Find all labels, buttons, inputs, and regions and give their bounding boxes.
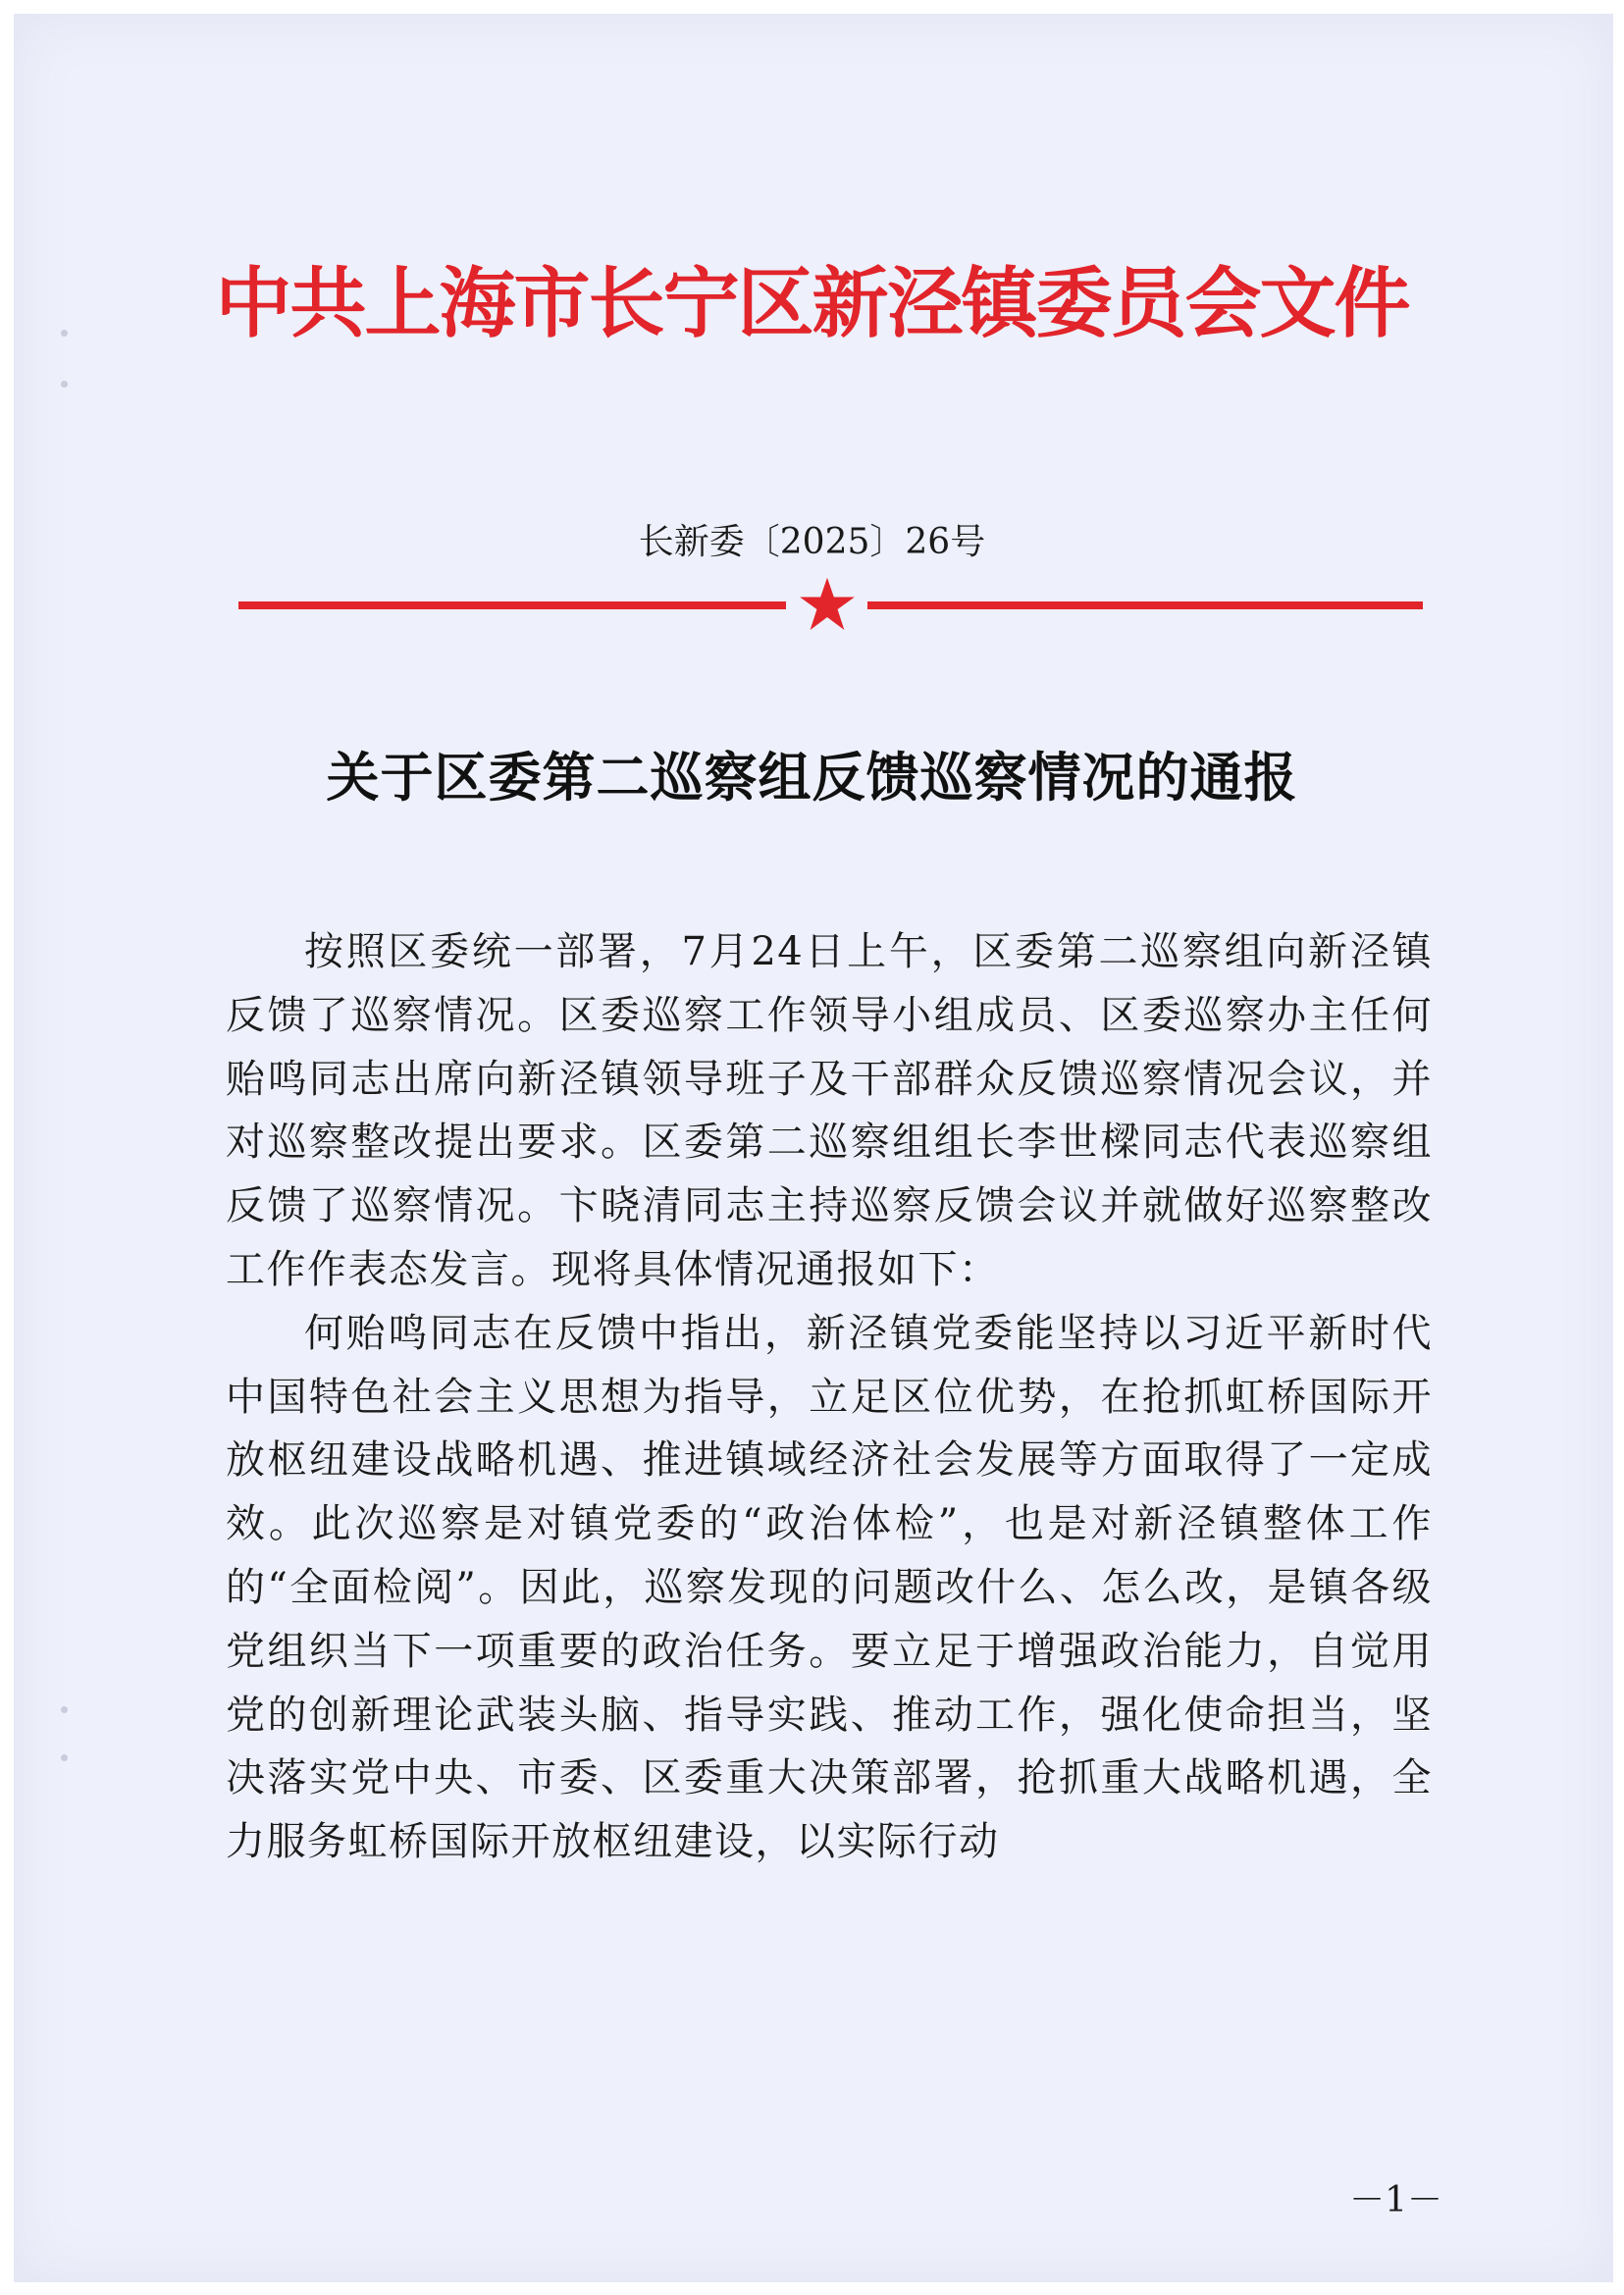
document-number: 长新委〔2025〕26号 (638, 522, 986, 562)
red-divider-left (238, 601, 786, 609)
notice-title: 关于区委第二巡察组反馈巡察情况的通报 (326, 746, 1298, 808)
red-divider-right (867, 601, 1423, 609)
punch-hole-mark (61, 1706, 68, 1713)
punch-hole-mark (61, 381, 68, 388)
body-paragraph: 按照区委统一部署，7月24日上午，区委第二巡察组向新泾镇反馈了巡察情况。区委巡察工作领导小组成员、区委巡察办主任何贻鸣同志出席向新泾镇领导班子及干部群众反馈巡察情况会议，并对巡察整改提出要求。区委第二巡察组组长李世樑同志代表巡察组反馈了巡察情况。卞晓清同志主持巡察反馈会议并就做好巡察整改工作作表态发言。现将具体情况通报如下： (226, 929, 1433, 1292)
document-body (226, 920, 1433, 1874)
document-header-title: 中共上海市长宁区新泾镇委员会文件 (215, 259, 1409, 348)
page-number: －1－ (1349, 2180, 1442, 2220)
punch-hole-mark (61, 1754, 68, 1761)
star-icon (797, 574, 858, 635)
body-paragraph: 何贻鸣同志在反馈中指出，新泾镇党委能坚持以习近平新时代中国特色社会主义思想为指导，立足区位优势，在抢抓虹桥国际开放枢纽建设战略机遇、推进镇域经济社会发展等方面取得了一定成效。此次巡察是对镇党委的“政治体检”，也是对新泾镇整体工作的“全面检阅”。因此，巡察发现的问题改什么、怎么改，是镇各级党组织当下一项重要的政治任务。要立足于增强政治能力，自觉用党的创新理论武装头脑、指导实践、推动工作，强化使命担当，坚决落实党中央、市委、区委重大决策部署，抢抓重大战略机遇，全力服务虹桥国际开放枢纽建设，以实际行动 (226, 1310, 1433, 1865)
